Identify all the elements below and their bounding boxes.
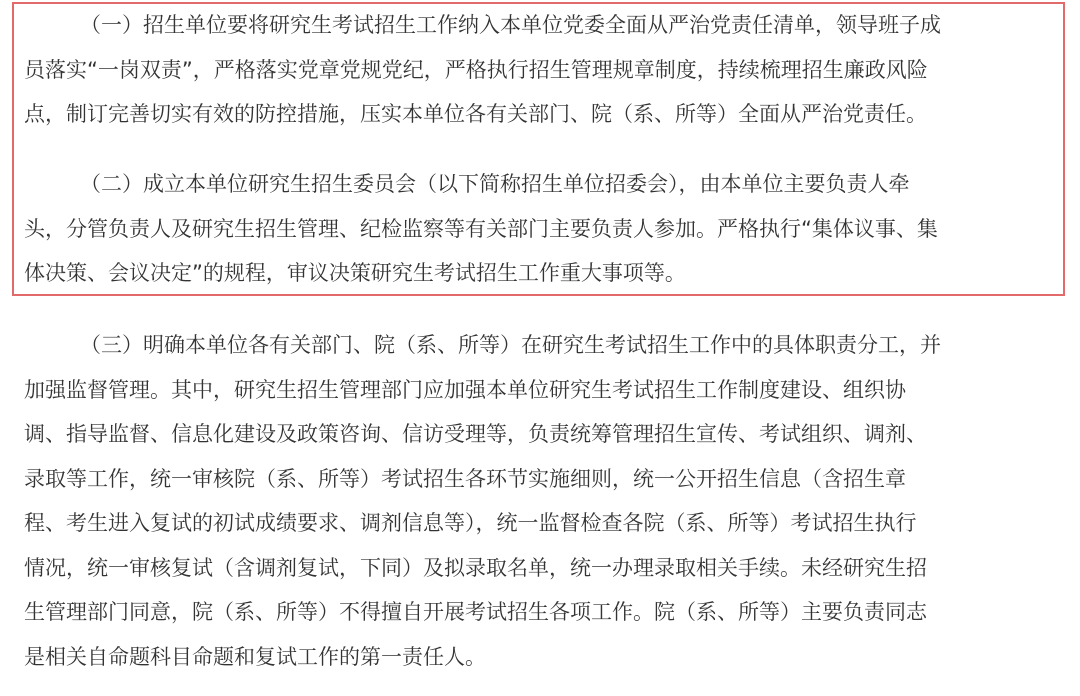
text-line: （三）明确本单位各有关部门、院（系、所等）在研究生考试招生工作中的具体职责分工，并 — [80, 333, 941, 357]
paragraph-2 — [24, 162, 1064, 296]
text-line: 是相关自命题科目命题和复试工作的第一责任人。 — [24, 644, 486, 669]
text-line: 加强监督管理。其中，研究生招生管理部门应加强本单位研究生考试招生工作制度建设、组织协 — [24, 377, 906, 402]
text-line: 生管理部门同意，院（系、所等）不得擅自开展考试招生各项工作。院（系、所等）主要负责同志 — [24, 600, 927, 624]
text-line: 调、指导监督、信息化建设及政策咨询、信访受理等，负责统筹管理招生宣传、考试组织、调剂、 — [24, 422, 927, 446]
text-line: 体决策、会议决定”的规程，审议决策研究生考试招生工作重大事项等。 — [24, 261, 686, 285]
text-line: （一）招生单位要将研究生考试招生工作纳入本单位党委全面从严治党责任清单，领导班子成 — [80, 13, 941, 37]
paragraph-1 — [24, 3, 1064, 137]
text-line: 点，制订完善切实有效的防控措施，压实本单位各有关部门、院（系、所等）全面从严治党责任。 — [24, 102, 927, 126]
text-line: 录取等工作，统一审核院（系、所等）考试招生各环节实施细则，统一公开招生信息（含招生章 — [24, 466, 906, 491]
text-line: 情况，统一审核复试（含调剂复试，下同）及拟录取名单，统一办理录取相关手续。未经研究生招 — [24, 555, 927, 580]
paragraph-3 — [24, 323, 1064, 679]
text-line: （二）成立本单位研究生招生委员会（以下简称招生单位招委会），由本单位主要负责人牵 — [80, 172, 910, 196]
text-line: 程、考生进入复试的初试成绩要求、调剂信息等），统一监督检查各院（系、所等）考试招生执行 — [24, 511, 917, 535]
text-line: 员落实“一岗双责”，严格落实党章党规党纪，严格执行招生管理规章制度，持续梳理招生廉政风险 — [24, 57, 928, 82]
text-line: 头，分管负责人及研究生招生管理、纪检监察等有关部门主要负责人参加。严格执行“集体议事、集 — [24, 216, 938, 241]
